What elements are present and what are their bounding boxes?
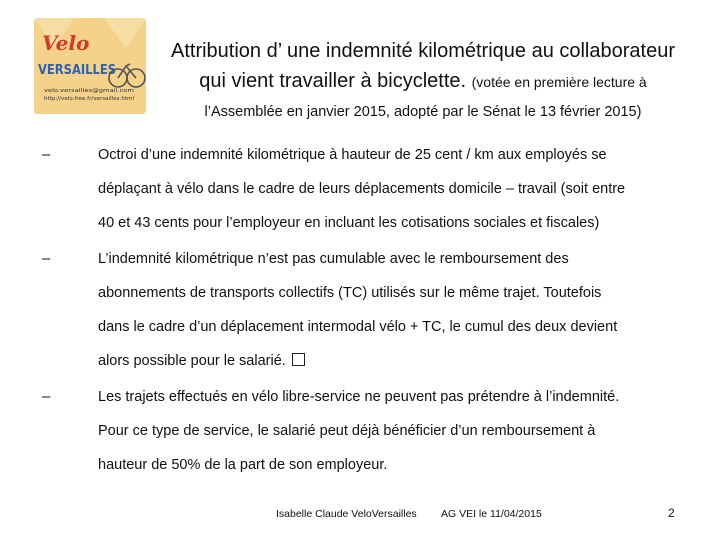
bullet-line: [98, 344, 702, 378]
bullet-dash: –: [42, 388, 51, 405]
bullet-line: Octroi d’une indemnité kilométrique à hauteur de 25 cent / km aux employés se: [98, 147, 607, 163]
bullet-line: Pour ce type de service, le salarié peut déjà bénéficier d’un remboursement à: [98, 423, 596, 439]
bullet-line: déplaçant à vélo dans le cadre de leurs déplacements domicile – travail (soit entre: [98, 181, 626, 197]
svg-text:http://velo.free.fr/versailles: http://velo.free.fr/versailles.html: [44, 96, 134, 102]
bullet-list: [42, 138, 702, 482]
footer-author: Isabelle Claude VeloVersailles: [276, 508, 417, 520]
checkbox-icon: [292, 353, 305, 366]
bullet-line: L’indemnité kilométrique n’est pas cumulable avec le remboursement des: [98, 251, 569, 267]
bullet-item: [42, 380, 702, 482]
bullet-line: dans le cadre d’un déplacement intermodal vélo + TC, le cumul des deux devient: [98, 319, 618, 335]
bullet-line: Les trajets effectués en vélo libre-service ne peuvent pas prétendre à l’indemnité.: [98, 389, 620, 405]
bullet-line: abonnements de transports collectifs (TC) utilisés sur le même trajet. Toutefois: [98, 285, 602, 301]
logo-versailles-word: VERSAILLES: [38, 63, 116, 78]
bullet-item: [42, 242, 702, 378]
svg-text:velo.versailles@gmail.com: velo.versailles@gmail.com: [44, 88, 135, 94]
bullet-line-text: alors possible pour le salarié.: [98, 353, 286, 369]
slide-title: [128, 36, 718, 125]
title-line-2: [128, 66, 718, 97]
bullet-dash: –: [42, 146, 51, 163]
logo-velo-word: Velo: [42, 31, 90, 55]
bullet-dash: –: [42, 250, 51, 267]
page-number: 2: [668, 506, 675, 520]
title-line-2-note: (votée en première lecture à: [471, 74, 647, 90]
bullet-item: [42, 138, 702, 240]
footer-meeting: AG VEI le 11/04/2015: [441, 508, 542, 520]
title-line-1: Attribution d’ une indemnité kilométrique au collaborateur: [171, 40, 675, 62]
bullet-line: hauteur de 50% de la part de son employeur.: [98, 457, 388, 473]
bullet-line: 40 et 43 cents pour l’employeur en incluant les cotisations sociales et fiscales): [98, 215, 600, 231]
title-line-2-main: qui vient travailler à bicyclette.: [199, 70, 467, 92]
title-line-3: l’Assemblée en janvier 2015, adopté par le Sénat le 13 février 2015): [204, 104, 642, 120]
